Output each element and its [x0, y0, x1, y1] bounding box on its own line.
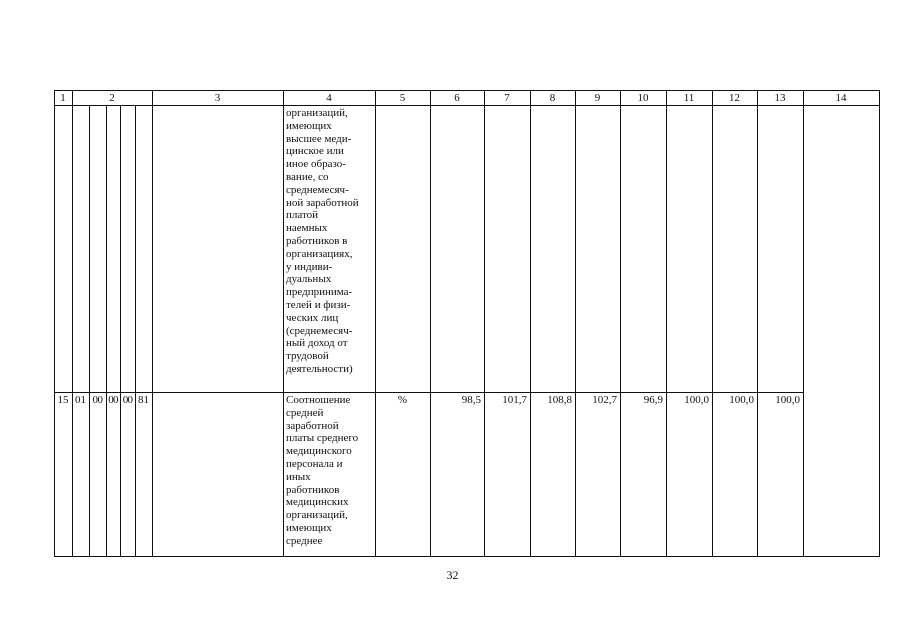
value-col-9: 102,7 — [592, 394, 617, 406]
desc-line: ческих лиц — [286, 311, 339, 324]
desc-line: организаций, — [286, 107, 348, 119]
desc-line: ный доход от — [286, 337, 348, 350]
desc-line: имеющих — [286, 119, 332, 132]
code-part: 01 — [75, 394, 86, 406]
value-col-13: 100,0 — [775, 394, 800, 406]
header-col-13: 13 — [774, 92, 786, 104]
value-col-7: 101,7 — [502, 394, 527, 406]
desc-line: высшее меди- — [286, 132, 352, 145]
desc-line: Соотношение — [286, 394, 351, 406]
desc-line: иное образо- — [286, 158, 346, 171]
desc-line: работников — [286, 483, 340, 496]
desc-line: цинское или — [286, 145, 344, 158]
code-part: 00 — [92, 394, 103, 406]
value-col-6: 98,5 — [461, 394, 481, 406]
code-part: 00 — [108, 394, 118, 406]
desc-line: у индиви- — [286, 260, 333, 273]
header-col-2: 2 — [109, 92, 115, 104]
desc-line: организациях, — [286, 247, 353, 260]
header-col-10: 10 — [637, 92, 649, 104]
desc-line: платы среднего — [286, 432, 359, 445]
header-col-1: 1 — [60, 92, 66, 104]
row-number: 15 — [57, 394, 69, 406]
desc-line: (среднемесяч- — [286, 324, 353, 337]
header-col-8: 8 — [549, 92, 556, 104]
header-col-6: 6 — [454, 92, 460, 104]
header-col-5: 5 — [399, 92, 406, 104]
header-col-7: 7 — [504, 92, 510, 104]
header-col-14: 14 — [835, 92, 847, 104]
code-part: 00 — [122, 394, 133, 406]
desc-line: предпринима- — [286, 286, 353, 299]
desc-line: заработной — [286, 419, 339, 432]
desc-line: среднемесяч- — [286, 183, 349, 196]
header-col-3: 3 — [214, 92, 221, 104]
desc-line: деятельности) — [286, 362, 353, 375]
desc-line: платой — [286, 209, 319, 222]
header-col-12: 12 — [729, 92, 740, 104]
desc-line: медицинского — [286, 445, 352, 458]
desc-line: работников в — [286, 234, 348, 247]
desc-line: дуальных — [286, 273, 332, 286]
desc-line: персонала и — [286, 457, 343, 470]
value-col-12: 100,0 — [729, 394, 754, 406]
desc-line: среднее — [286, 534, 323, 547]
desc-line: организаций, — [286, 509, 348, 522]
desc-line: средней — [286, 406, 324, 419]
desc-line: ной заработной — [286, 196, 359, 209]
value-col-11: 100,0 — [684, 394, 709, 406]
continued-row-description — [286, 107, 386, 376]
value-col-8: 108,8 — [547, 394, 572, 406]
header-col-4: 4 — [326, 92, 332, 104]
header-col-11: 11 — [683, 92, 695, 104]
desc-line: наемных — [286, 222, 328, 235]
desc-line: имеющих — [286, 521, 332, 534]
desc-line: телей и физи- — [286, 298, 351, 311]
desc-line: вание, со — [286, 170, 329, 183]
row-description — [286, 394, 386, 548]
page-number: 32 — [446, 568, 459, 582]
code-part: 81 — [138, 394, 149, 406]
desc-line: медицинских — [286, 496, 349, 509]
header-col-9: 9 — [594, 92, 601, 104]
desc-line: иных — [286, 470, 311, 483]
row-unit: % — [397, 394, 408, 406]
desc-line: трудовой — [286, 350, 329, 363]
value-col-10: 96,9 — [643, 394, 663, 406]
